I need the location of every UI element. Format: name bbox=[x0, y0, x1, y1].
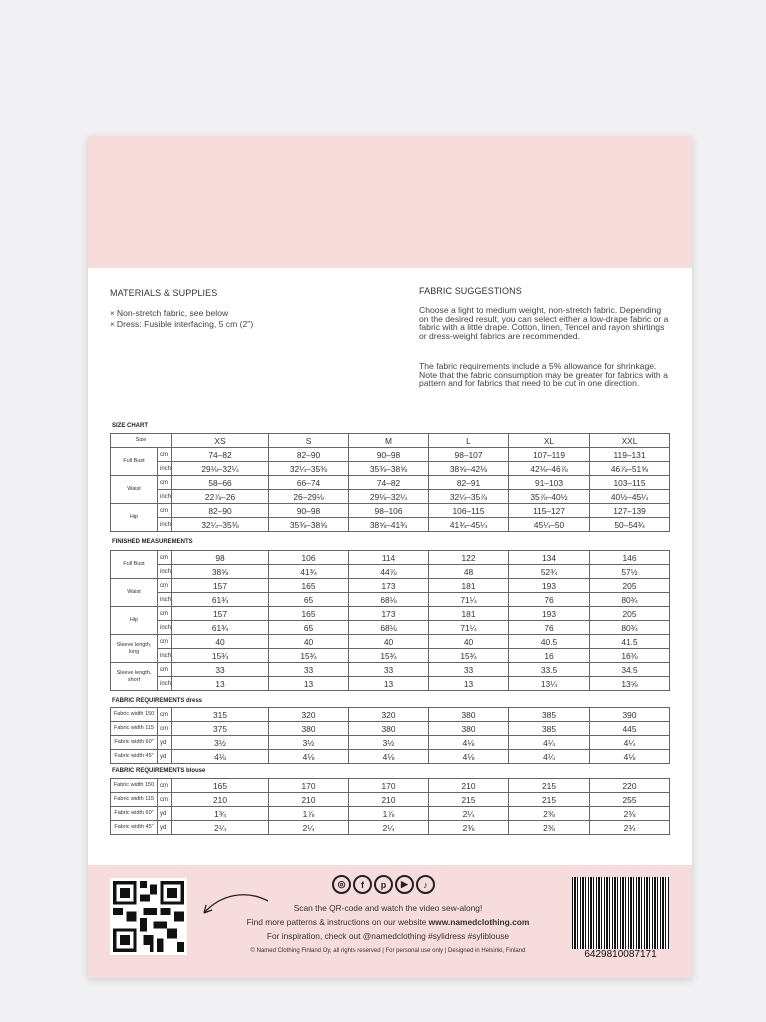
value-cell: 13 bbox=[349, 677, 429, 691]
value-cell: 76 bbox=[509, 621, 590, 635]
value-cell: 2¾ bbox=[590, 821, 670, 835]
table-row bbox=[111, 518, 670, 532]
row-label: Full Bust bbox=[111, 551, 158, 579]
row-label: Sleeve length, short bbox=[111, 663, 158, 691]
value-cell: 74–82 bbox=[349, 476, 429, 490]
value-cell: 16 bbox=[509, 649, 590, 663]
value-cell: 98–107 bbox=[429, 448, 509, 462]
table-row bbox=[111, 821, 670, 835]
value-cell: 445 bbox=[590, 722, 670, 736]
value-cell: 4⅛ bbox=[429, 750, 509, 764]
value-cell: 4¼ bbox=[590, 736, 670, 750]
unit-cell: cm bbox=[158, 779, 172, 793]
value-cell: 41¾ bbox=[269, 565, 349, 579]
instagram-icon[interactable]: ◎ bbox=[332, 875, 351, 894]
table-row bbox=[111, 779, 670, 793]
table-row bbox=[111, 649, 670, 663]
value-cell: 4⅛ bbox=[172, 750, 269, 764]
pinterest-icon[interactable]: p bbox=[374, 875, 393, 894]
size-chart-table bbox=[110, 433, 670, 532]
value-cell: 15¾ bbox=[349, 649, 429, 663]
value-cell: 40.5 bbox=[509, 635, 590, 649]
value-cell: 170 bbox=[349, 779, 429, 793]
materials-title: MATERIALS & SUPPLIES bbox=[110, 288, 218, 298]
unit-cell: inch bbox=[158, 462, 172, 476]
value-cell: 68⅛ bbox=[349, 593, 429, 607]
value-cell: 71¼ bbox=[429, 593, 509, 607]
value-cell: 3½ bbox=[349, 736, 429, 750]
value-cell: 2⅜ bbox=[509, 821, 590, 835]
website-line bbox=[208, 917, 568, 927]
row-label: Fabric width 150 bbox=[111, 708, 158, 722]
value-cell: 57½ bbox=[590, 565, 670, 579]
row-label: Fabric width 150 bbox=[111, 779, 158, 793]
value-cell: 61¾ bbox=[172, 621, 269, 635]
table-row bbox=[111, 490, 670, 504]
facebook-icon[interactable]: f bbox=[353, 875, 372, 894]
value-cell: 35⅞–40½ bbox=[509, 490, 590, 504]
value-cell: 2¼ bbox=[429, 807, 509, 821]
value-cell: 35⅜–38⅝ bbox=[349, 462, 429, 476]
fabric-suggestions-text: Choose a light to medium weight, non-stretch fabric. Depending on the desired result, you can select either a low-drape fabric or a fabric with a little drape. Cotton, linen, Tencel and rayon shirtings or dress-weight fabrics are recommended. bbox=[419, 305, 669, 341]
copyright: © Named Clothing Finland Oy, all rights reserved | For personal use only | Designed in Helsinki, Finland bbox=[250, 948, 526, 954]
value-cell: 390 bbox=[590, 708, 670, 722]
value-cell: 71¼ bbox=[429, 621, 509, 635]
value-cell: 1⅞ bbox=[269, 807, 349, 821]
value-cell: 380 bbox=[269, 722, 349, 736]
value-cell: 205 bbox=[590, 607, 670, 621]
value-cell: 13¼ bbox=[509, 677, 590, 691]
table-row bbox=[111, 607, 670, 621]
value-cell: 127–139 bbox=[590, 504, 670, 518]
size-xxl: XXL bbox=[590, 434, 670, 448]
unit-cell: cm bbox=[158, 607, 172, 621]
value-cell: 181 bbox=[429, 607, 509, 621]
value-cell: 50–54¾ bbox=[590, 518, 670, 532]
value-cell: 165 bbox=[269, 579, 349, 593]
fabric-suggestions-title: FABRIC SUGGESTIONS bbox=[419, 286, 522, 296]
website-link[interactable]: www.namedclothing.com bbox=[428, 917, 530, 927]
unit-cell: cm bbox=[158, 579, 172, 593]
value-cell: 210 bbox=[429, 779, 509, 793]
value-cell: 32¼–35⅞ bbox=[429, 490, 509, 504]
value-cell: 114 bbox=[349, 551, 429, 565]
value-cell: 16⅜ bbox=[590, 649, 670, 663]
value-cell: 170 bbox=[269, 779, 349, 793]
value-cell: 40 bbox=[172, 635, 269, 649]
unit-cell: inch bbox=[158, 593, 172, 607]
value-cell: 74–82 bbox=[172, 448, 269, 462]
value-cell: 33.5 bbox=[509, 663, 590, 677]
value-cell: 33 bbox=[269, 663, 349, 677]
unit-cell: yd bbox=[158, 750, 172, 764]
value-cell: 40 bbox=[269, 635, 349, 649]
value-cell: 38⅝–42⅛ bbox=[429, 462, 509, 476]
value-cell: 380 bbox=[429, 708, 509, 722]
value-cell: 68⅛ bbox=[349, 621, 429, 635]
value-cell: 320 bbox=[269, 708, 349, 722]
row-label: Waist bbox=[111, 476, 158, 504]
blouse-requirements-title: FABRIC REQUIREMENTS blouse bbox=[112, 768, 206, 774]
value-cell: 41.5 bbox=[590, 635, 670, 649]
table-row bbox=[111, 579, 670, 593]
value-cell: 2⅜ bbox=[590, 807, 670, 821]
value-cell: 106 bbox=[269, 551, 349, 565]
unit-cell: inch bbox=[158, 677, 172, 691]
value-cell: 32¼–35⅜ bbox=[269, 462, 349, 476]
value-cell: 106–115 bbox=[429, 504, 509, 518]
row-label: Full Bust bbox=[111, 448, 158, 476]
value-cell: 66–74 bbox=[269, 476, 349, 490]
dress-requirements-table bbox=[110, 707, 670, 764]
value-cell: 4⅛ bbox=[590, 750, 670, 764]
value-cell: 82–91 bbox=[429, 476, 509, 490]
value-cell: 380 bbox=[429, 722, 509, 736]
row-label: Fabric width 45" bbox=[111, 750, 158, 764]
table-row bbox=[111, 750, 670, 764]
value-cell: 157 bbox=[172, 607, 269, 621]
value-cell: 40 bbox=[429, 635, 509, 649]
value-cell: 165 bbox=[172, 779, 269, 793]
pink-header-band bbox=[88, 136, 692, 268]
value-cell: 2¼ bbox=[172, 821, 269, 835]
unit-cell: cm bbox=[158, 793, 172, 807]
value-cell: 173 bbox=[349, 579, 429, 593]
value-cell: 29⅛–32¼ bbox=[172, 462, 269, 476]
row-label: Fabric width 45" bbox=[111, 821, 158, 835]
value-cell: 193 bbox=[509, 607, 590, 621]
value-cell: 173 bbox=[349, 607, 429, 621]
unit-cell: cm bbox=[158, 551, 172, 565]
table-row bbox=[111, 476, 670, 490]
unit-cell: inch bbox=[158, 621, 172, 635]
value-cell: 181 bbox=[429, 579, 509, 593]
table-row bbox=[111, 708, 670, 722]
table-row bbox=[111, 793, 670, 807]
table-row bbox=[111, 551, 670, 565]
table-row bbox=[111, 677, 670, 691]
value-cell: 1⅞ bbox=[349, 807, 429, 821]
value-cell: 215 bbox=[429, 793, 509, 807]
value-cell: 52¾ bbox=[509, 565, 590, 579]
value-cell: 210 bbox=[269, 793, 349, 807]
unit-cell: inch bbox=[158, 649, 172, 663]
value-cell: 33 bbox=[349, 663, 429, 677]
value-cell: 45¼–50 bbox=[509, 518, 590, 532]
unit-cell: cm bbox=[158, 722, 172, 736]
materials-list bbox=[110, 308, 253, 330]
unit-cell: yd bbox=[158, 807, 172, 821]
table-row bbox=[111, 736, 670, 750]
size-s: S bbox=[269, 434, 349, 448]
row-label: Fabric width 115 bbox=[111, 793, 158, 807]
value-cell: 58–66 bbox=[172, 476, 269, 490]
table-row bbox=[111, 722, 670, 736]
table-row bbox=[111, 565, 670, 579]
value-cell: 385 bbox=[509, 708, 590, 722]
size-m: M bbox=[349, 434, 429, 448]
value-cell: 255 bbox=[590, 793, 670, 807]
fabric-allowance-text: The fabric requirements include a 5% allowance for shrinkage. Note that the fabric consumption may be greater for fabrics with a pattern and for fabrics that need to be cut in one direction. bbox=[419, 361, 668, 389]
value-cell: 34.5 bbox=[590, 663, 670, 677]
value-cell: 76 bbox=[509, 593, 590, 607]
size-chart-title: SIZE CHART bbox=[112, 423, 148, 429]
value-cell: 22⅞–26 bbox=[172, 490, 269, 504]
value-cell: 35⅜–38⅝ bbox=[269, 518, 349, 532]
unit-cell: yd bbox=[158, 736, 172, 750]
value-cell: 15¾ bbox=[172, 649, 269, 663]
footer bbox=[88, 865, 692, 978]
unit-cell: inch bbox=[158, 565, 172, 579]
value-cell: 4¼ bbox=[509, 736, 590, 750]
table-row bbox=[111, 462, 670, 476]
unit-cell: inch bbox=[158, 518, 172, 532]
finished-measurements-title: FINISHED MEASUREMENTS bbox=[112, 539, 193, 545]
value-cell: 33 bbox=[172, 663, 269, 677]
value-cell: 13 bbox=[269, 677, 349, 691]
row-label: Sleeve length, long bbox=[111, 635, 158, 663]
value-cell: 320 bbox=[349, 708, 429, 722]
value-cell: 2¼ bbox=[349, 821, 429, 835]
value-cell: 40½–45¼ bbox=[590, 490, 670, 504]
blouse-requirements-table bbox=[110, 778, 670, 835]
value-cell: 38⅝ bbox=[172, 565, 269, 579]
materials-item: × Non-stretch fabric, see below bbox=[110, 308, 253, 319]
table-row bbox=[111, 635, 670, 649]
value-cell: 15¾ bbox=[429, 649, 509, 663]
value-cell: 1¾ bbox=[172, 807, 269, 821]
unit-cell: cm bbox=[158, 635, 172, 649]
value-cell: 91–103 bbox=[509, 476, 590, 490]
table-row bbox=[111, 663, 670, 677]
value-cell: 215 bbox=[509, 779, 590, 793]
row-label: Fabric width 60" bbox=[111, 807, 158, 821]
value-cell: 210 bbox=[172, 793, 269, 807]
value-cell: 65 bbox=[269, 593, 349, 607]
value-cell: 380 bbox=[349, 722, 429, 736]
value-cell: 375 bbox=[172, 722, 269, 736]
row-label: Hip bbox=[111, 504, 158, 532]
value-cell: 385 bbox=[509, 722, 590, 736]
value-cell: 90–98 bbox=[269, 504, 349, 518]
value-cell: 46⅞–51⅝ bbox=[590, 462, 670, 476]
value-cell: 65 bbox=[269, 621, 349, 635]
value-cell: 4⅛ bbox=[429, 736, 509, 750]
size-l: L bbox=[429, 434, 509, 448]
unit-cell: cm bbox=[158, 663, 172, 677]
row-label: Fabric width 115 bbox=[111, 722, 158, 736]
value-cell: 33 bbox=[429, 663, 509, 677]
value-cell: 80¾ bbox=[590, 593, 670, 607]
value-cell: 80¾ bbox=[590, 621, 670, 635]
qr-instructions: Scan the QR-code and watch the video sew-along! bbox=[293, 903, 483, 913]
value-cell: 90–98 bbox=[349, 448, 429, 462]
table-row bbox=[111, 807, 670, 821]
value-cell: 134 bbox=[509, 551, 590, 565]
value-cell: 4⅛ bbox=[349, 750, 429, 764]
value-cell: 2⅜ bbox=[429, 821, 509, 835]
value-cell: 2¼ bbox=[269, 821, 349, 835]
value-cell: 4¼ bbox=[509, 750, 590, 764]
value-cell: 2⅜ bbox=[509, 807, 590, 821]
table-row bbox=[111, 593, 670, 607]
pattern-back-cover bbox=[88, 136, 692, 978]
value-cell: 193 bbox=[509, 579, 590, 593]
tiktok-icon[interactable]: ♪ bbox=[416, 875, 435, 894]
youtube-icon[interactable]: ▶ bbox=[395, 875, 414, 894]
value-cell: 41¾–45¼ bbox=[429, 518, 509, 532]
table-row bbox=[111, 448, 670, 462]
dress-requirements-title: FABRIC REQUIREMENTS dress bbox=[112, 698, 203, 704]
value-cell: 44⅞ bbox=[349, 565, 429, 579]
unit-cell: cm bbox=[158, 504, 172, 518]
inspiration-line: For inspiration, check out @namedclothing #sylidress #syliblouse bbox=[266, 931, 510, 941]
value-cell: 215 bbox=[509, 793, 590, 807]
value-cell: 122 bbox=[429, 551, 509, 565]
unit-cell: inch bbox=[158, 490, 172, 504]
value-cell: 157 bbox=[172, 579, 269, 593]
value-cell: 220 bbox=[590, 779, 670, 793]
table-row bbox=[111, 621, 670, 635]
value-cell: 48 bbox=[429, 565, 509, 579]
barcode bbox=[572, 877, 669, 949]
value-cell: 98 bbox=[172, 551, 269, 565]
unit-cell: cm bbox=[158, 448, 172, 462]
row-label: Hip bbox=[111, 607, 158, 635]
materials-item: × Dress: Fusible interfacing, 5 cm (2") bbox=[110, 319, 253, 330]
value-cell: 32¼–35⅜ bbox=[172, 518, 269, 532]
row-label: Fabric width 60" bbox=[111, 736, 158, 750]
website-prefix: Find more patterns & instructions on our website bbox=[246, 917, 429, 927]
value-cell: 115–127 bbox=[509, 504, 590, 518]
value-cell: 38⅝–41¾ bbox=[349, 518, 429, 532]
value-cell: 205 bbox=[590, 579, 670, 593]
barcode-number: 6429810087171 bbox=[584, 949, 657, 960]
size-header: Size bbox=[111, 434, 172, 448]
value-cell: 82–90 bbox=[172, 504, 269, 518]
value-cell: 26–29⅛ bbox=[269, 490, 349, 504]
value-cell: 98–106 bbox=[349, 504, 429, 518]
value-cell: 103–115 bbox=[590, 476, 670, 490]
size-xs: XS bbox=[172, 434, 269, 448]
value-cell: 40 bbox=[349, 635, 429, 649]
value-cell: 4⅛ bbox=[269, 750, 349, 764]
social-icons bbox=[332, 875, 435, 894]
value-cell: 107–119 bbox=[509, 448, 590, 462]
value-cell: 3½ bbox=[172, 736, 269, 750]
value-cell: 82–90 bbox=[269, 448, 349, 462]
value-cell: 315 bbox=[172, 708, 269, 722]
header-row bbox=[111, 434, 670, 448]
value-cell: 119–131 bbox=[590, 448, 670, 462]
row-label: Waist bbox=[111, 579, 158, 607]
value-cell: 13 bbox=[172, 677, 269, 691]
value-cell: 3½ bbox=[269, 736, 349, 750]
size-xl: XL bbox=[509, 434, 590, 448]
unit-cell: yd bbox=[158, 821, 172, 835]
table-row bbox=[111, 504, 670, 518]
value-cell: 29⅛–32¼ bbox=[349, 490, 429, 504]
finished-measurements-table bbox=[110, 550, 670, 691]
value-cell: 61¾ bbox=[172, 593, 269, 607]
qr-code[interactable] bbox=[110, 878, 187, 955]
value-cell: 210 bbox=[349, 793, 429, 807]
value-cell: 13 bbox=[429, 677, 509, 691]
value-cell: 146 bbox=[590, 551, 670, 565]
unit-cell: cm bbox=[158, 708, 172, 722]
value-cell: 15¾ bbox=[269, 649, 349, 663]
value-cell: 13⅝ bbox=[590, 677, 670, 691]
unit-cell: cm bbox=[158, 476, 172, 490]
value-cell: 42⅛–46⅞ bbox=[509, 462, 590, 476]
value-cell: 165 bbox=[269, 607, 349, 621]
